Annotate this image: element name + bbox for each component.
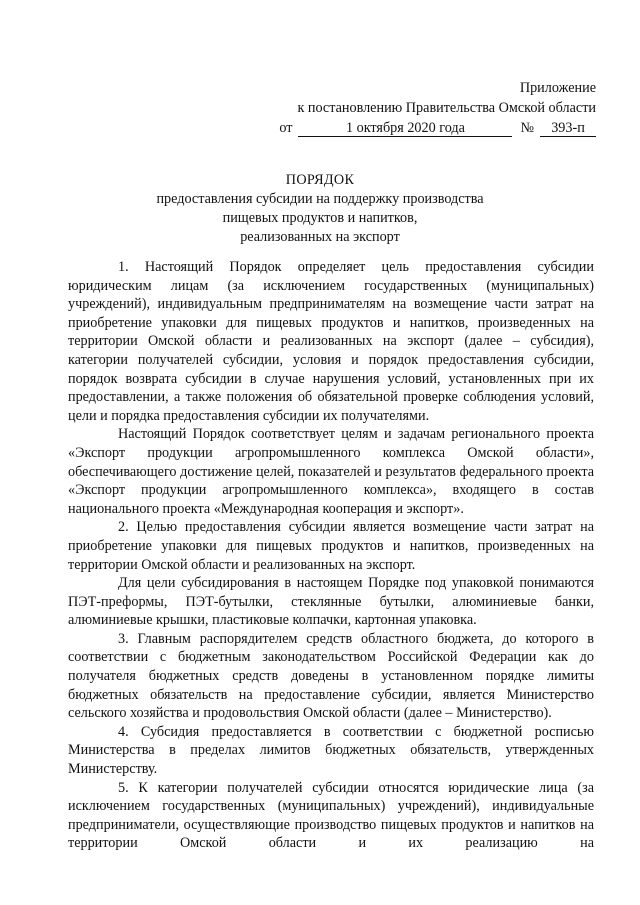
paragraph-2: 2. Целью предоставления субсидии является возмещение части затрат на приобретение упаковки для пищевых продуктов и напитков, произведенных на территории Омской области и реализованных на экспорт. (68, 519, 594, 573)
resolution-date: 1 октября 2020 года (298, 120, 512, 137)
document-title (0, 170, 640, 247)
appendix-resolution-line: к постановлению Правительства Омской области (297, 100, 596, 116)
document-body (68, 258, 594, 853)
title-heading: ПОРЯДОК (285, 172, 355, 188)
paragraph-2-packaging: Для цели субсидирования в настоящем Порядке под упаковкой понимаются ПЭТ-преформы, ПЭТ-бутылки, стеклянные бутылки, алюминиевые банки, алюминиевые крышки, пластиковые колпачки, картонная упаковка. (68, 575, 594, 629)
appendix-reference-line (266, 118, 596, 138)
paragraph-4: 4. Субсидия предоставляется в соответствии с бюджетной росписью Министерства в пределах лимитов бюджетных обязательств, утвержденных Министерству. (68, 723, 594, 778)
from-prefix: от (279, 120, 293, 136)
paragraph-1-goals: Настоящий Порядок соответствует целям и задачам регионального проекта «Экспорт продукции агропромышленного комплекса Омской области», обеспечивающего достижение целей, показателей и результатов федерального проекта «Экспорт продукции агропромышленного комплекса», входящего в состав национального проекта «Международная кооперация и экспорт». (68, 426, 594, 517)
resolution-number: 393-п (540, 120, 596, 137)
paragraph-3: 3. Главным распорядителем средств областного бюджета, до которого в соответствии с бюджетным законодательством Российской Федерации как до получателя бюджетных средств доведены в установленном порядке лимиты бюджетных обязательств на предоставление субсидии, является Министерство сельского хозяйства и продовольствия Омской области (далее – Министерство). (68, 630, 594, 722)
title-subtitle-line-3: реализованных на экспорт (240, 229, 400, 245)
paragraph-1: 1. Настоящий Порядок определяет цель предоставления субсидии юридическим лицам (за исключением государственных (муниципальных) учреждений), индивидуальным предпринимателям на возмещение части затрат на приобретение упаковки для пищевых продуктов и напитков, произведенных на территории Омской области и реализованных на экспорт (далее – субсидия), категории получателей субсидии, условия и порядок предоставления субсидии, порядок возврата субсидии в случае нарушения условий, установленных при их предоставлении, а также положения об обязательной проверке соблюдения условий, цели и порядка предоставления субсидии их получателями. (68, 259, 594, 424)
title-subtitle-line-2: пищевых продуктов и напитков, (222, 210, 418, 226)
title-subtitle-line-1: предоставления субсидии на поддержку производства (156, 191, 484, 207)
appendix-header (266, 78, 596, 138)
number-sign: № (520, 120, 534, 136)
paragraph-5: 5. К категории получателей субсидии относятся юридические лица (за исключением государственных (муниципальных) учреждений), индивидуальные предприниматели, осуществляющие производство пищевых продуктов и напитков на территории Омской области и их реализацию на (68, 779, 594, 852)
appendix-label: Приложение (519, 80, 596, 96)
